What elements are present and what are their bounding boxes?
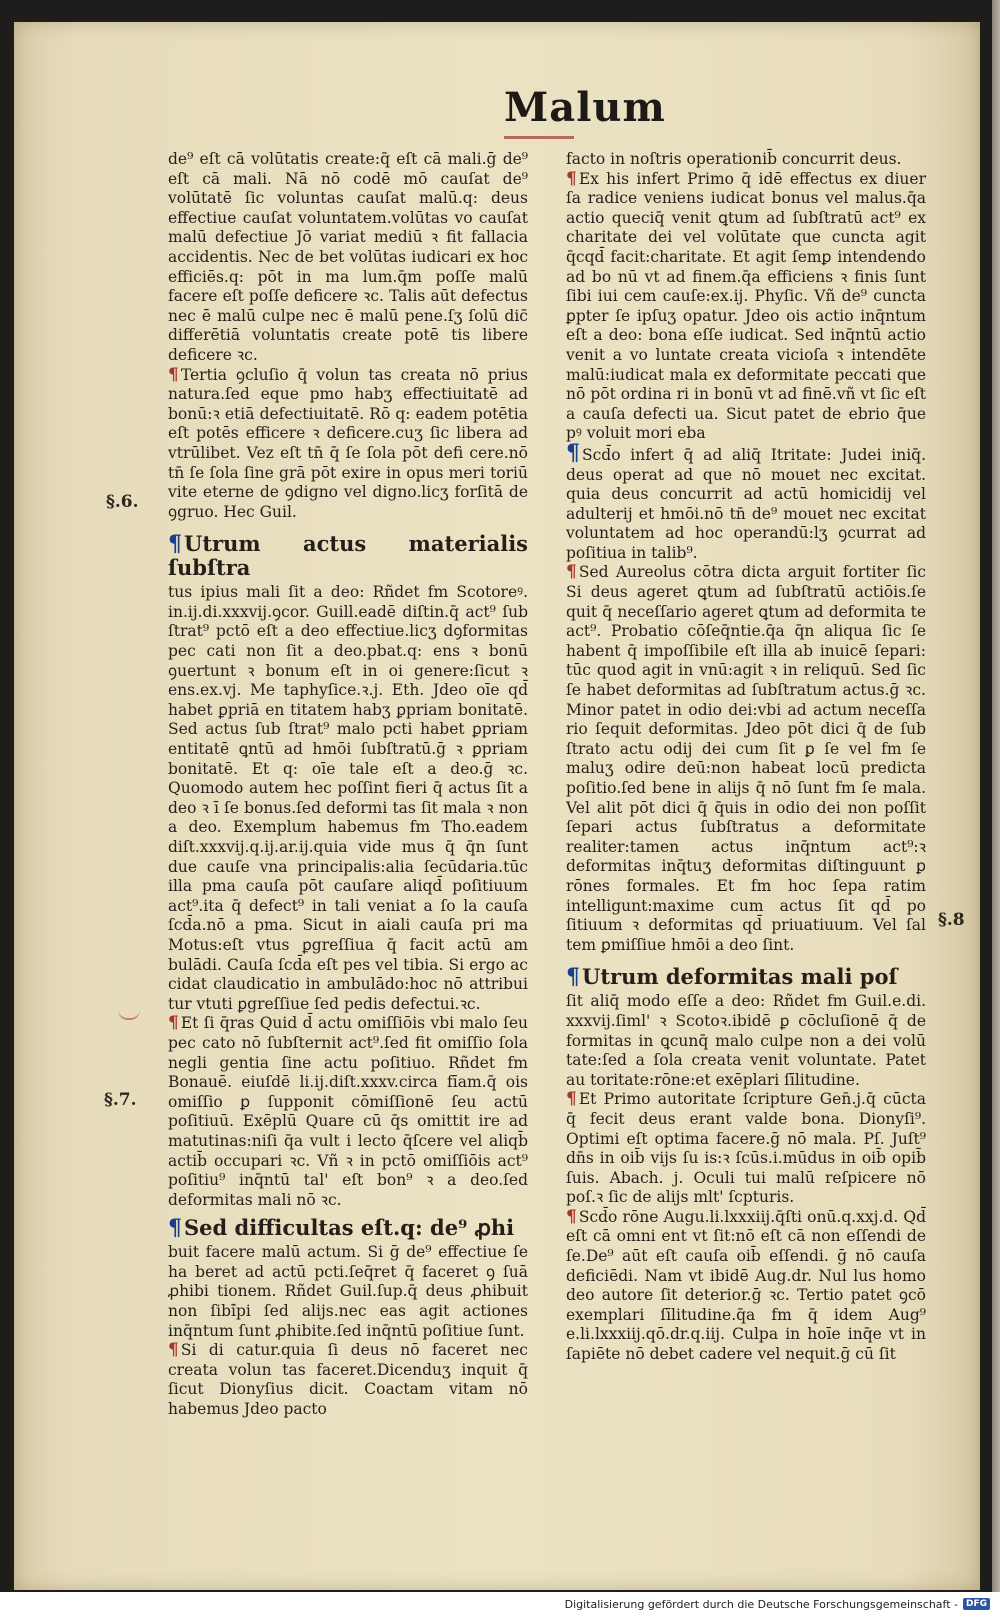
- right-paragraph: [566, 1090, 926, 1208]
- paragraph-mark-icon: ¶: [168, 364, 179, 385]
- running-head-flourish: [504, 136, 574, 139]
- right-column: [566, 150, 926, 1365]
- right-paragraph: [566, 439, 926, 564]
- running-head-text: Malum: [504, 84, 666, 131]
- right-paragraph: facto in noſtris operationib̄ concurrit deus.: [566, 150, 902, 168]
- margin-mark-7: §.7.: [104, 1090, 137, 1110]
- paragraph-mark-icon: ¶: [168, 1215, 182, 1242]
- paragraph-mark-icon: ¶: [168, 1013, 179, 1034]
- paragraph-mark-icon: ¶: [168, 531, 182, 558]
- left-paragraph: tus ipius mali ſit a deo: Rñdet fm Scotoreꝰ. in.ij.di.xxxvij.ꝯcor. Guill.eadē diſtin.q̄ act⁹ ſub ſtrat⁹ pctō eſt a deo effectiue.licʒ dꝯformitas pec cati non ſit a deo.pbat.q: ens ꝛ bonū ꝯuertunt ꝛ bonum eſt in oi genere:ſicut ꝛ ens.ex.vj. Me taphyſice.ꝛ.j. Eth. Jdeo oīe qd̄ habet ꝑpriā en titatem habʒ ꝑpriam bonitatē. Sed actus ſub ſtrat⁹ malo pcti habet ꝑpriam entitatē ꝗntū ad hmōi ſubſtratū.ḡ ꝛ ꝑpriam bonitatē. Et q: oīe tale eſt a deo.ḡ ꝛc. Quomodo autem hec poſſint fieri q̄ actus ſit a deo ꝛ ī ſe bonus.ſed deformi tas ſit mala ꝛ non a deo. Exemplum habemus fm Tho.eadem diſt.xxxvij.q.ij.ar.ij.quia vide mus q̄ q̄n ſunt due cauſe vna principalis:alia ſecūdaria.tūc illa pma cauſa pōt cauſare aliqd̄ poſitiuum act⁹.ita q̄ defect⁹ in tali veniat a ſo la cauſa ſcd̄a.nō a pma. Sicut in aiali cauſa pri ma Motus:eſt vtus ꝑgreſſiua q̄ facit actū am bulādi. Cauſa ſcd̄a eſt pes vel tibia. Si ergo ac cidat claudicatio in ambulādo:hoc nō attribui tur vtuti ꝑgreſſiue ſed pedis defectui.ꝛc.: [168, 583, 528, 1013]
- right-paragraph-text: Sed Aureolus cōtra dicta arguit fortiter ſic Si deus ageret ꝗtum ad ſubſtratū actiōis.ſe quit q̄ neceſſario ageret ꝗtum ad deformita te act⁹. Probatio cōſeq̄ntie.q̄a q̄n aliqua ſic ſe habent q̄ impoſſibile eſt illa ab inuicē ſepari: tūc quod agit in vnū:agit ꝛ in reliquū. Sed ſic ſe habet deformitas ad ſubſtratum actus.ḡ ꝛc. Minor patet in odio dei:vbi ad actum neceſſa rio ſequit deformitas. Jdeo pōt dici q̄ de ſub ſtrato actu odij dei cum ſit ꝑ ſe vel fm ſe maluʒ odire deū:non habeat locū predicta poſitio.ſed bene in alijs q̄ nō ſunt fm ſe mala. Vel alit pōt dici q̄ q̄uis in odio dei non poſſit ſepari actus ſubſtratus a deformitate realiter:tamen actus inq̄ntum act⁹:ꝛ deformitas inq̄tuʒ deformitas diſtinguunt ꝑ rōnes formales. Et fm hoc ſepa ratim intelligunt:maxime cum actus ſit qd̄ po ſitiuum ꝛ deformitas qd̄ priuatiuum. Vel ſal tem ꝑmiſſiue hmōi a deo ſint.: [566, 563, 926, 954]
- section-heading-8: [566, 965, 926, 989]
- margin-mark-8: §.8: [938, 910, 965, 930]
- left-paragraph: buit facere malū actum. Si ḡ de⁹ effectiue ſe ha beret ad actū pcti.ſeq̄ret q̄ faceret ꝯ ſuā ꝓhibi tionem. Rñdet Guil.ſup.q̄ deus ꝓhibuit non ſibi̇̄pi ſed alijs.nec eas agit actiones inq̄ntum ſunt ꝓhibite.ſed inq̄ntū poſitiue ſunt.: [168, 1243, 528, 1340]
- left-paragraph-text: Et ſi q̄ras Quid d̄ actu omiſſiōis vbi malo ſeu pec cato nō ſubſternit act⁹.ſed fit omiſſio ſola negli gentia ſine actu poſitiuo. Rñdet fm Bonauē. eiuſdē li.ij.diſt.xxxv.circa fīam.q̄ ois omiſſio ꝑ ſupponit cōmiſſionē ſeu actū poſitiuū. Exēplū Quare cū q̄s omittit ire ad matutinas:niſi q̄a vult i lecto q̄ſcere vel aliqb̄ actib̄ occupari ꝛc. Vñ ꝛ in pctō omiſſiōis act⁹ poſitiu⁹ inq̄ntū tal' eſt bon⁹ ꝛ a deo.ſed deformitas mali nō ꝛc.: [168, 1014, 528, 1209]
- footer-text: Digitalisierung gefördert durch die Deutsche Forschungsgemeinschaft -: [564, 1597, 958, 1611]
- right-paragraph: [566, 170, 926, 444]
- scan-edge-strip: [992, 0, 1000, 1592]
- left-paragraph-text: Si di catur.quia ſi deus nō faceret nec creata volun tas faceret.Dicenduʒ inquit q̄ ſicut Dionyſius dicit. Coactam vitam nō habemus Jdeo pacto: [168, 1341, 528, 1419]
- paragraph-mark-icon: ¶: [566, 1089, 577, 1110]
- section-heading-text: Utrum actus materialis ſubſtra: [168, 531, 528, 581]
- left-column: [168, 150, 528, 1420]
- paragraph-mark-icon: ¶: [168, 1340, 179, 1361]
- digitization-footer: [565, 1596, 990, 1612]
- section-heading-text: Sed difficultas eſt.q: de⁹ ꝓhi: [184, 1215, 515, 1241]
- left-paragraph: de⁹ eſt cā volūtatis create:q̄ eſt cā mali.ḡ de⁹ eſt cā mali. Nā nō codē mō cauſat de⁹ volūtatē ſic voluntas cauſat malū.q: deus effectiue cauſat voluntatem.volūtas vo cauſat malū defectiue Jō variat mediū ꝛ fit fallacia accidentis. Nec de bet volūtas iudicari ex hoc efficiēs.q: pōt in ma lum.q̄m poſſe malū facere eſt poſſe deficere ꝛc. Talis aūt defectus nec ē malū culpe nec ē malū pene.ſʒ ſolū dic̄ differētiā voluntatis create potē tis libere deficere ꝛc.: [168, 150, 528, 364]
- right-paragraph: [566, 1208, 926, 1365]
- margin-mark-6: §.6.: [106, 492, 139, 512]
- left-paragraph: [168, 366, 528, 523]
- paragraph-mark-icon: ¶: [566, 562, 577, 583]
- right-paragraph-text: Scd̄o infert q̄ ad aliq̄ Itritate: Judei iniq̄. deus operat ad que nō mouet nec excitat. quia deus concurrit ad actū homicidij vel adulterij et hmōi.nō tn̄ de⁹ mouet nec excitat voluntatem ad hoc operandū:lʒ ꝯcurrat ad poſitiua in talib⁹.: [566, 445, 926, 562]
- right-paragraph-text: Ex his infert Primo q̄ idē effectus ex diuer ſa radice veniens iudicat bonus vel malus.q̄a actio queciq̄ venit ꝗtum ad ſubſtratū act⁹ ex charitate dei vel volūtate que cuncta agit q̄cqd̄ facit:charitate. Et agit ſemꝑ intendendo ad bo nū vt ad finem.q̄a efficiens ꝛ finis ſunt ſibi iui cem cauſe:ex.ij. Phyſic. Vñ de⁹ cuncta ꝑpter ſe ipſuʒ opatur. Jdeo ois actio inq̄ntum eſt a deo: bona eſſe iudicat. Sed inq̄ntū actio venit a vo luntate creata vicioſa ꝛ intendēte malū:iudicat mala ex deformitate peccati que nō pōt ordina ri in bonū vt ad finē.vñ vt ſic eſt a cauſa defecti ua. Sicut patet de ebrio q̄ue pꝰ voluit mori eba: [566, 169, 926, 443]
- right-paragraph: ſit aliq̄ modo eſſe a deo: Rñdet fm Guil.e.di. xxxvij.ſiml' ꝛ Scotoꝛ.ibidē ꝑ cōcluſionē q̄ de formitas in ꝗcunq̄ malo culpe non a dei volū tate:ſed a ſola creata venit voluntate. Patet au toritate:rōne:et exēplari ſīlitudine.: [566, 992, 926, 1089]
- paragraph-mark-icon: ¶: [566, 168, 577, 189]
- right-paragraph-text: Et Primo autoritate ſcripture Gen̄.j.q̄ cūcta q̄ fecit deus erant valde bona. Dionyſi⁹. Optimi eſt optima facere.ḡ nō mala. Pſ. Juſt⁹ dn̄s in oib̄ vijs ſu is:ꝛ ſcūs.i.mūdus in oib̄ opib̄ ſuis. Abach. j. Oculi tui malū reſpicere nō poſ.ꝛ ſic de alijs mlt' ſcpturis.: [566, 1090, 926, 1207]
- section-heading-text: Utrum deformitas mali poſ: [582, 964, 898, 990]
- right-paragraph: [566, 563, 926, 955]
- left-paragraph: [168, 1341, 528, 1419]
- section-heading-6: [168, 532, 528, 580]
- paragraph-mark-icon: ¶: [566, 964, 580, 991]
- right-paragraph-text: Scd̄o rōne Augu.li.lxxxiij.q̄ſti onū.q.xxj.d. Qd̄ eſt cā omni ent vt ſit:nō eſt cā non eſſendi de ſe.De⁹ aūt eſt cauſa oib̄ eſſendi. ḡ nō cauſa deficiēdi. Nam vt ibidē Aug.dr. Nul lus homo deo autore ſit deterior.ḡ ꝛc. Tertio patet ꝯcō exemplari ſīlitudine.q̄a fm q̄ idem Aug⁹ e.li.lxxxiij.qō.dr.q.iij. Culpa in hoīe inq̄e vt in ſapiēte nō debet cadere vel nequit.ḡ cū ſit: [566, 1207, 926, 1364]
- dfg-logo: DFG: [963, 1598, 990, 1610]
- left-paragraph-text: Tertia ꝯcluſio q̄ volun tas creata nō prius natura.ſed eque pmo habʒ effectiuitatē ad bonū:ꝛ etiā defectiuitatē. Rō q: eadem potētia eſt potēs efficere ꝛ deficere.cuʒ ſic libera ad vtrūlibet. Vez eſt tn̄ q̄ ſe ſola pōt defi cere.nō tn̄ ſe ſola ſine grā pōt exire in opus meri toriū vite eterne de ꝯdigno vel digno.licʒ forſitā de ꝯgruo. Hec Guil.: [168, 365, 528, 521]
- paragraph-mark-icon: ¶: [566, 1206, 577, 1227]
- running-head: [504, 84, 666, 140]
- paragraph-mark-icon: ¶: [566, 439, 580, 466]
- left-paragraph: [168, 1014, 528, 1210]
- section-heading-7: [168, 1216, 528, 1240]
